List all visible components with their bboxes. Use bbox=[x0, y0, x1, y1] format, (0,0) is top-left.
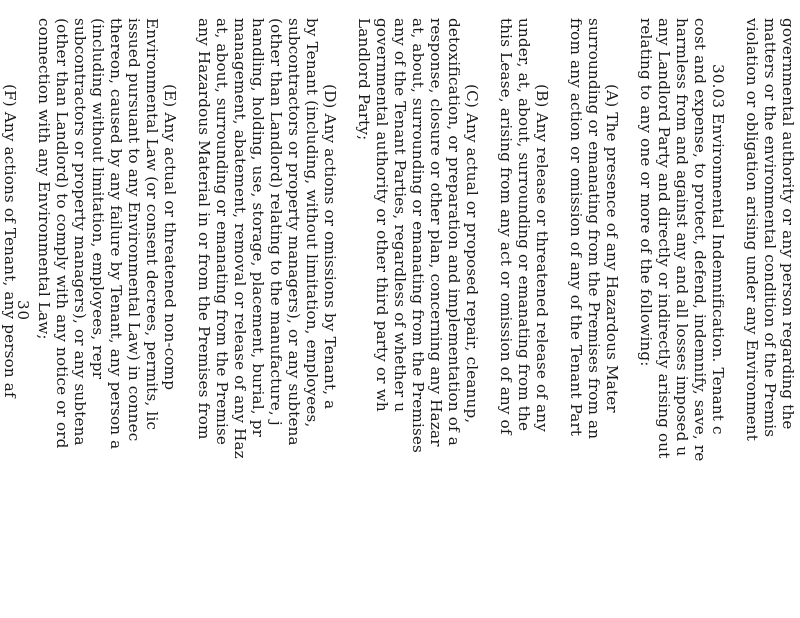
text-line: thereon, caused by any failure by Tenant, any person a bbox=[107, 18, 125, 450]
clause-f-line: (F) Any actions of Tenant, any person af bbox=[1, 84, 19, 398]
text-line: subcontractors or property managers), or any subtena bbox=[285, 18, 303, 446]
text-line: (other than Landlord) to comply with any notice or ord bbox=[53, 18, 71, 449]
text-line: relating to any one or more of the following: bbox=[637, 18, 655, 367]
text-line: by Tenant (including, without limitation, employees, bbox=[303, 18, 321, 428]
text-line: handling, holding, use, storage, placement, burial, pr bbox=[249, 18, 267, 438]
page-number: 30 bbox=[14, 300, 32, 322]
text-line: subcontractors or property managers), or any subtena bbox=[71, 18, 89, 446]
text-line: this Lease, arising from any act or omission of any of bbox=[497, 18, 515, 435]
text-line: governmental authority or any person regarding the bbox=[779, 18, 797, 430]
text-line: issued pursuant to any Environmental Law) in connec bbox=[125, 18, 143, 442]
text-line: harmless from and against any and all losses imposed u bbox=[673, 18, 691, 457]
text-line: governmental authority or other third party or wh bbox=[373, 18, 391, 412]
text-line: Environmental Law (or consent decrees, permits, lic bbox=[143, 18, 161, 431]
text-line: detoxification, or preparation and implementation of a bbox=[445, 18, 463, 446]
clause-a-line: (A) The presence of any Hazardous Mater bbox=[603, 84, 621, 413]
clause-d-line: (D) Any actions or omissions by Tenant, a bbox=[321, 84, 339, 410]
text-line: from any action or omission of any of the Tenant Part bbox=[567, 18, 585, 437]
text-line: cost and expense, to protect, defend, indemnify, save, re bbox=[691, 18, 709, 462]
text-line: (including without limitation, employees, repr bbox=[89, 18, 107, 380]
text-line: Landlord Party; bbox=[355, 18, 373, 141]
text-line: at, about, surrounding or emanating from the Premise bbox=[213, 18, 231, 446]
text-line: surrounding or emanating from the Premises from an bbox=[585, 18, 603, 440]
text-line: at, about, surrounding or emanating from the Premises bbox=[409, 18, 427, 453]
text-line: response, closure or other plan, concerning any Hazar bbox=[427, 18, 445, 447]
clause-c-line: (C) Any actual or proposed repair, cleanup, bbox=[463, 84, 481, 424]
text-line: under, at, about, surrounding or emanating from the bbox=[515, 18, 533, 432]
clause-e-line: (E) Any actual or threatened non-comp bbox=[161, 84, 179, 391]
text-line: management, abatement, removal or release of any Haz bbox=[231, 18, 249, 459]
text-line: any Hazardous Material in or from the Premises from bbox=[195, 18, 213, 440]
clause-b-line: (B) Any release or threatened release of any bbox=[533, 84, 551, 432]
text-line: connection with any Environmental Law; bbox=[35, 18, 53, 340]
text-line: violation or obligation arising under any Environment bbox=[743, 18, 761, 441]
text-line: any Landlord Party and directly or indirectly arising out bbox=[655, 18, 673, 459]
text-line: (other than Landlord) relating to the manufacture, j bbox=[267, 18, 285, 426]
text-line: matters or the environmental condition of the Premis bbox=[761, 18, 779, 438]
section-heading-line: 30.03 Environmental Indemnification. Tenant c bbox=[709, 64, 727, 435]
text-line: any of the Tenant Parties, regardless of whether u bbox=[391, 18, 409, 413]
